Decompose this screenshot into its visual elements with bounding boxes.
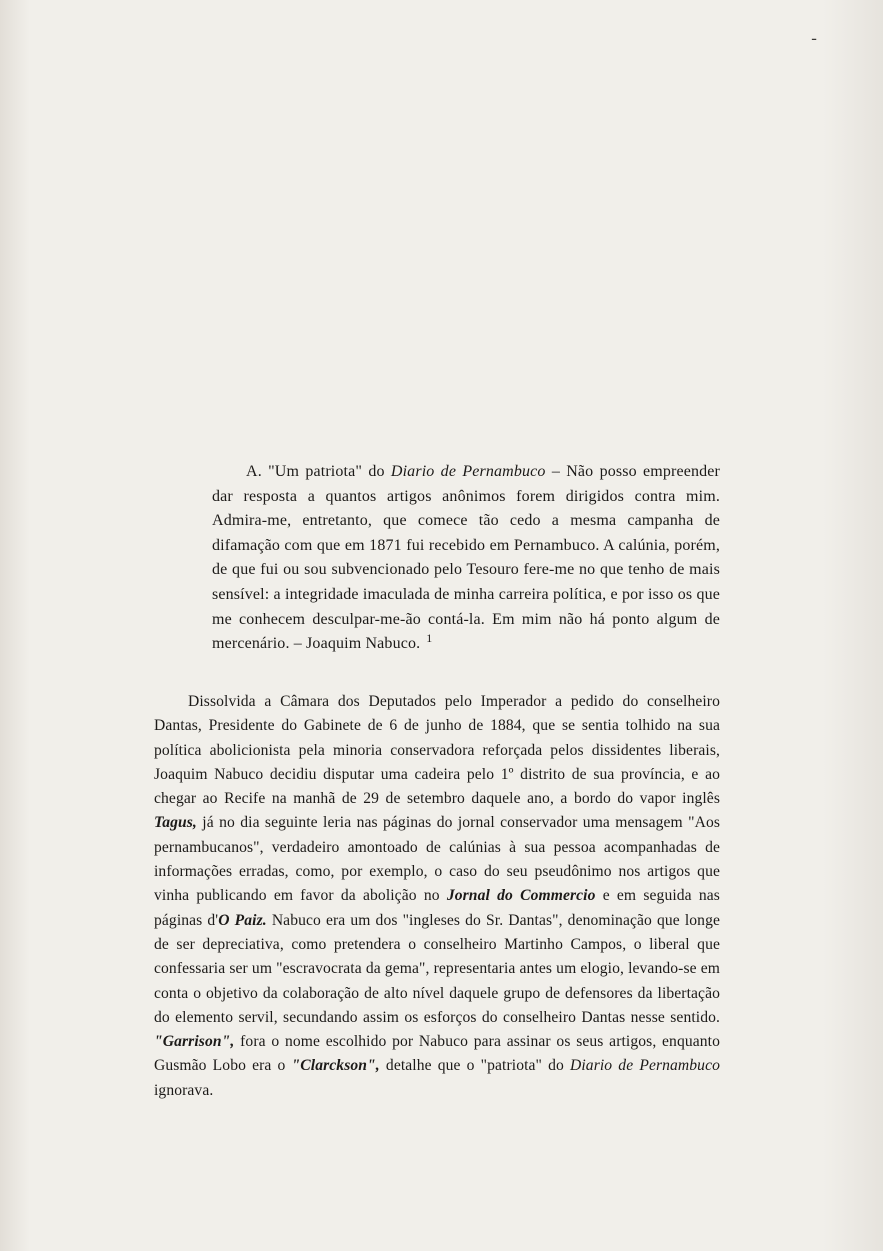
newspaper-diario-de-pernambuco: Diario de Pernambuco <box>570 1057 721 1075</box>
body-text-part-5: fora o nome escolhido por Nabuco para assinar os seus artigos, enquanto Gusmão Lobo era o <box>154 1033 720 1075</box>
ship-name-tagus: Tagus, <box>154 814 197 832</box>
epigraph-paragraph <box>212 460 720 657</box>
page-edge-shadow-right <box>823 0 883 1251</box>
newspaper-jornal-do-commercio: Jornal do Commercio <box>446 887 596 905</box>
body-text-part-6: detalhe que o "patriota" do <box>385 1057 564 1075</box>
pseudonym-clarckson: "Clarckson", <box>291 1057 380 1075</box>
footnote-reference: 1 <box>426 630 433 645</box>
epigraph-block <box>212 460 720 657</box>
body-paragraph <box>154 690 720 1103</box>
body-text-part-3: e em seguida nas páginas d' <box>154 887 720 929</box>
epigraph-source: Diario de Pernambuco <box>390 463 546 480</box>
body-text-part-1: Dissolvida a Câmara dos Deputados pelo Imperador a pedido do conselheiro Dantas, Presidente do Gabinete de 6 de junho de 1884, que se sentia tolhido na sua política abolicionista pela minoria conservadora reforçada pelos dissidentes liberais, Joaquim Nabuco decidiu disputar uma cadeira pelo 1º distrito de sua província, e ao chegar ao Recife na manhã de 29 de setembro daquele ano, a bordo do vapor inglês <box>154 693 720 808</box>
body-text-part-7: ignorava. <box>154 1081 214 1099</box>
page-corner-mark: ـ <box>812 29 817 44</box>
newspaper-o-paiz: O Paiz. <box>218 911 267 929</box>
page-edge-shadow-left <box>0 0 30 1251</box>
pseudonym-garrison: "Garrison", <box>154 1033 235 1051</box>
body-text-block <box>154 690 720 1103</box>
body-text-part-4: Nabuco era um dos "ingleses do Sr. Dantas", denominação que longe de ser depreciativa, como pretendera o conselheiro Martinho Campos, o liberal que confessaria ser um "escravocrata da gema", representaria antes um elogio, levando-se em conta o objetivo da colaboração de alto nível daquele grupo de defensores da libertação do elemento servil, secundando assim os esforços do conselheiro Dantas nesse sentido. <box>154 911 720 1026</box>
body-text-part-2: já no dia seguinte leria nas páginas do jornal conservador uma mensagem "Aos pernambucanos", verdadeiro amontoado de calúnias à sua pessoa acompanhadas de informações erradas, como, por exemplo, o caso do seu pseudônimo nos artigos que vinha publicando em favor da abolição no <box>154 814 721 905</box>
epigraph-quote-label: "Um patriota" do <box>268 463 385 480</box>
epigraph-letter: A. <box>246 463 262 480</box>
epigraph-text: – Não posso empreender dar resposta a quantos artigos anônimos forem dirigidos contra mim. Admira-me, entretanto, que comece tão cedo a mesma campanha de difamação com que em 1871 fui recebido em Pernambuco. A calúnia, porém, de que fui ou sou subvencionado pelo Tesouro fere-me no que tenho de mais sensível: a integridade imaculada de minha carreira política, e por isso os que me conhecem desculpar-me-ão contá-la. Em mim não há ponto algum de mercenário. – Joaquim Nabuco. <box>212 463 721 653</box>
